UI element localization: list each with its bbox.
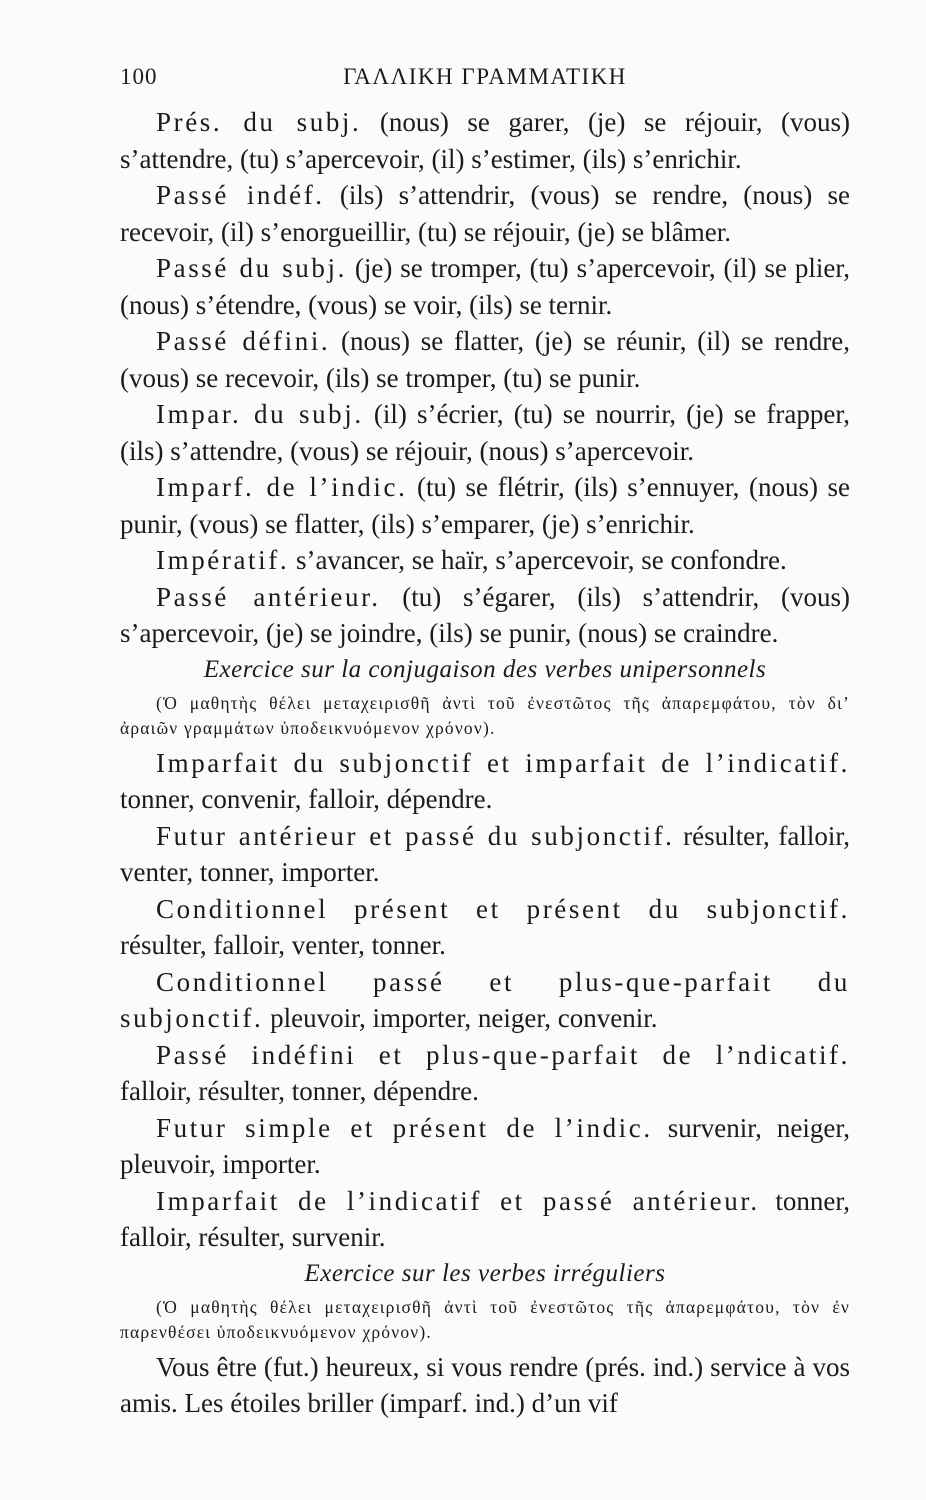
verb-list: s’avancer, se haïr, s’apercevoir, se confondre.: [289, 545, 787, 575]
exercise-paragraph: Vous être (fut.) heureux, si vous rendre (prés. ind.) service à vos amis. Les étoiles briller (imparf. ind.) d’un vif: [120, 1351, 850, 1418]
exercise-line: [120, 1183, 850, 1256]
verb-list: pleuvoir, importer, neiger, convenir.: [263, 1003, 658, 1033]
verb-list: survenir, neiger, pleuvoir, importer.: [120, 1112, 851, 1179]
exercise-line: [120, 323, 850, 396]
tense-label: Futur antérieur et passé du subjonctif.: [156, 820, 675, 851]
section-heading: Exercice sur la conjugaison des verbes unipersonnels: [203, 655, 767, 683]
exercise-line: [120, 469, 850, 542]
running-title: ΓΑΛΛΙΚΗ ΓΡΑΜΜΑΤΙΚΗ: [343, 64, 627, 89]
verb-list: falloir, résulter, tonner, dépendre.: [120, 1076, 479, 1106]
exercise-line: [120, 1110, 850, 1183]
tense-label: Imparf. de l’indic.: [156, 472, 408, 502]
verb-list: tonner, convenir, falloir, dépendre.: [120, 784, 493, 814]
greek-instruction-note: (Ὁ μαθητὴς θέλει μεταχειρισθῆ ἀντὶ τοῦ ἐνεστῶτος τῆς ἀπαρεμφάτου, τὸν δι’ ἀραιῶν γραμμάτων ὑποδεικνυόμενον χρόνον).: [120, 692, 850, 738]
tense-label: Imparfait du subjonctif et imparfait de l’indicatif.: [156, 747, 850, 778]
exercise-line: [120, 964, 850, 1037]
verb-list: (tu) s’égarer, (ils) s’attendrir, (vous) s’apercevoir, (je) se joindre, (ils) se punir, (nous) se craindre.: [120, 581, 850, 648]
impersonal-verbs-exercise: [120, 652, 850, 1256]
exercise-line: [120, 891, 850, 964]
exercise-line: [120, 396, 850, 469]
tense-label: Passé indéf.: [156, 180, 325, 210]
exercise-line: [120, 250, 850, 323]
verb-list: (il) s’écrier, (tu) se nourrir, (je) se frapper, (ils) s’attendre, (vous) se réjouir, (nous) s’apercevoir.: [120, 399, 850, 466]
exercise-line: [120, 745, 850, 818]
tense-label: Conditionnel passé et plus-que-parfait du subjonctif.: [120, 966, 850, 1033]
section-heading: Exercice sur les verbes irréguliers: [304, 1259, 666, 1287]
verb-list: (nous) se garer, (je) se réjouir, (vous) s’attendre, (tu) s’apercevoir, (il) s’estimer, (ils) s’enrichir.: [120, 107, 850, 174]
verb-list: résulter, falloir, venter, tonner.: [120, 930, 446, 960]
exercise-line: [120, 104, 850, 177]
irregular-verbs-exercise: [120, 1256, 850, 1422]
exercise-line: [120, 177, 850, 250]
exercise-line: [120, 542, 850, 579]
running-header: [120, 64, 850, 98]
tense-label: Futur simple et présent de l’indic.: [156, 1112, 653, 1143]
exercise-line: [120, 1037, 850, 1110]
tense-label: Passé antérieur.: [156, 581, 381, 612]
verb-list: (tu) se flétrir, (ils) s’ennuyer, (nous) se punir, (vous) se flatter, (ils) s’emparer, (je) s’enrichir.: [120, 472, 850, 539]
tense-label: Passé du subj.: [156, 253, 347, 283]
verb-list: (nous) se flatter, (je) se réunir, (il) se rendre, (vous) se recevoir, (ils) se tromper, (tu) se punir.: [120, 326, 850, 393]
reflexive-verbs-exercise: [120, 104, 850, 652]
page-body: [120, 104, 850, 1422]
exercise-line: [120, 579, 850, 652]
tense-label: Imparfait de l’indicatif et passé antérieur.: [156, 1185, 760, 1216]
exercise-line: [120, 818, 850, 891]
greek-instruction-note: (Ὁ μαθητὴς θέλει μεταχειρισθῆ ἀντὶ τοῦ ἐνεστῶτος τῆς ἀπαρεμφάτου, τὸν ἐν παρενθέσει ὑποδεικνυόμενον χρόνον).: [120, 1296, 850, 1342]
tense-label: Prés. du subj.: [156, 107, 362, 137]
tense-label: Impar. du subj.: [156, 399, 364, 429]
tense-label: Passé défini.: [156, 326, 331, 356]
verb-list: tonner, falloir, résulter, survenir.: [120, 1185, 850, 1252]
verb-list: (je) se tromper, (tu) s’apercevoir, (il) se plier, (nous) s’étendre, (vous) se voir, (ils) se ternir.: [120, 253, 850, 320]
tense-label: Conditionnel présent et présent du subjonctif.: [156, 893, 850, 924]
verb-list: résulter, falloir, venter, tonner, importer.: [120, 820, 850, 887]
verb-list: (ils) s’attendrir, (vous) se rendre, (nous) se recevoir, (il) s’enorgueillir, (tu) se réjouir, (je) se blâmer.: [120, 180, 850, 247]
tense-label: Passé indéfini et plus-que-parfait de l’ndicatif.: [156, 1039, 850, 1070]
page-number: 100: [120, 64, 158, 89]
tense-label: Impératif.: [156, 545, 290, 575]
